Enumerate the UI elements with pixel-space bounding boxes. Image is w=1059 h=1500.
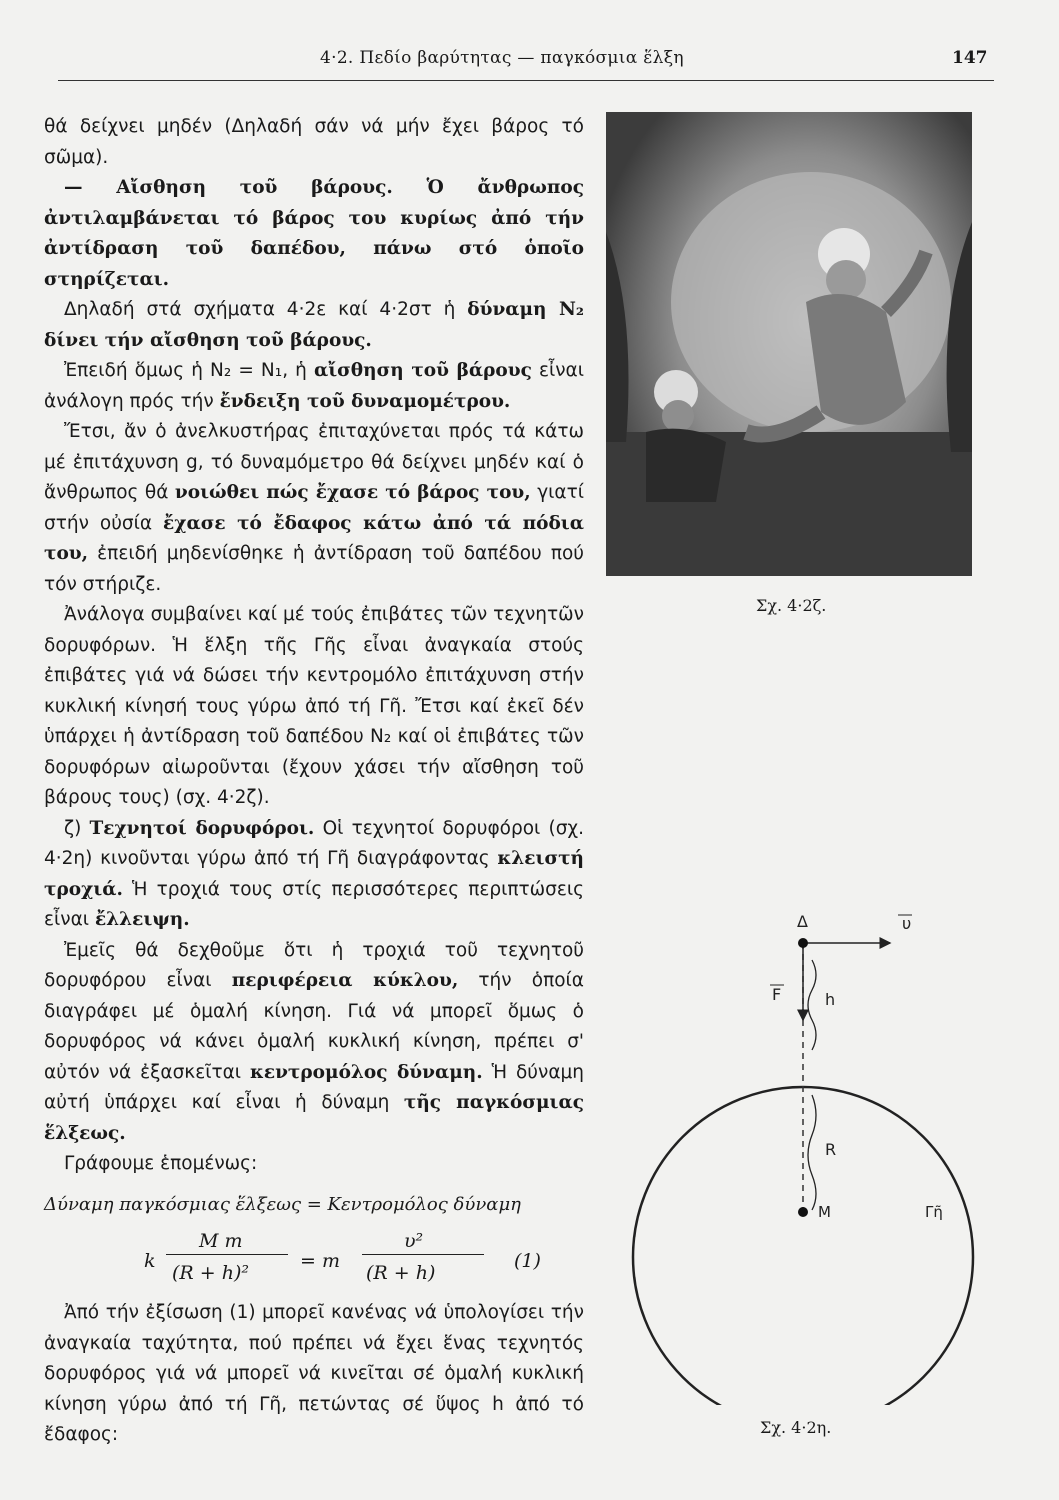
text-span: Ἔτσι, ἄν ὁ ἀνελκυστήρας ἐπιταχύνεται πρός τά κάτω μέ ἐπιτάχυνση g, τό δυναμόμετρο θά δείχνει μηδέν καί ὁ ἄνθρωπος θά xyxy=(44,421,584,503)
formula-equals: = m xyxy=(300,1250,340,1272)
paragraph xyxy=(44,356,584,417)
paragraph-weight-sensation: — Αἴσθηση τοῦ βάρους. Ὁ ἄνθρωπος ἀντιλαμβάνεται τό βάρος του κυρίως ἀπό τήν ἀντίδραση τοῦ δαπέδου, πάνω στό ὁποῖο στηρίζεται. xyxy=(44,177,584,290)
page-number: 147 xyxy=(952,48,988,68)
satellite-orbit-diagram xyxy=(620,905,1000,1405)
weightless-photo xyxy=(606,112,972,576)
label-h: h xyxy=(825,990,836,1009)
text-span: Δηλαδή στά σχήματα 4·2ε καί 4·2στ ἡ xyxy=(64,299,468,320)
formula-denominator-1: (R + h)² xyxy=(172,1262,249,1284)
label-R: R xyxy=(825,1140,837,1159)
paragraph: Ἀνάλογα συμβαίνει καί μέ τούς ἐπιβάτες τῶν τεχνητῶν δορυφόρων. Ἡ ἕλξη τῆς Γῆς εἶναι ἀναγκαία στούς ἐπιβάτες γιά νά δώσει τήν κεντρομόλο ἐπιτάχυνση στήν κυκλική κίνησή τους γύρω ἀπό τή Γῆ. Ἔτσι καί ἐκεῖ δέν ὑπάρχει ἡ ἀντίδραση τοῦ δαπέδου N₂ καί οἱ ἐπιβάτες τῶν δορυφόρων αἰωροῦνται (ἔχουν χάσει τήν αἴσθηση τοῦ βάρους τους) (σχ. 4·2ζ). xyxy=(44,604,584,808)
satellite-point xyxy=(798,938,808,948)
fraction-bar xyxy=(362,1254,484,1255)
text-span: Ἡ τροχιά τους στίς περισσότερες περιπτώσεις εἶναι xyxy=(44,878,584,930)
equation-label: (1) xyxy=(514,1250,541,1272)
photo-caption: Σχ. 4·2ζ. xyxy=(756,596,827,615)
paragraph: θά δείχνει μηδέν (Δηλαδή σάν νά μήν ἔχει βάρος τό σῶμα). xyxy=(44,116,584,168)
paragraph xyxy=(44,295,584,356)
text-span: εἶναι ἀνάλογη πρός τήν xyxy=(44,360,584,412)
equation-1 xyxy=(44,1226,584,1288)
text-span: Ἐμεῖς θά δεχθοῦμε ὅτι ἡ τροχιά τοῦ τεχνητοῦ δορυφόρου εἶναι xyxy=(44,939,584,991)
paragraph: Ἀπό τήν ἐξίσωση (1) μπορεῖ κανένας νά ὑπολογίσει τήν ἀναγκαία ταχύτητα, πού πρέπει νά ἔχει ἕνας τεχνητός δορυφόρος γιά νά μπορεῖ νά κινεῖται σέ ὁμαλή κυκλική κίνηση γύρω ἀπό τή Γῆ, πετώντας σέ ὕψος h ἀπό τό ἔδαφος: xyxy=(44,1302,584,1445)
equation-words: Δύναμη παγκόσμιας ἕλξεως = Κεντρομόλος δύναμη xyxy=(44,1193,521,1215)
paragraph: Γράφουμε ἑπομένως: xyxy=(64,1153,258,1174)
label-F: F xyxy=(772,985,782,1004)
label-v: υ xyxy=(902,914,912,933)
bold-span: νοιώθει πώς ἔχασε τό βάρος του, xyxy=(174,482,531,503)
bold-span: αἴσθηση τοῦ βάρους xyxy=(313,360,532,381)
text-span: τήν ὁποία διαγράφει μέ ὁμαλή κίνηση. Γιά νά μπορεῖ ὅμως ὁ δορυφόρος νά κάνει ὁμαλή κυκλική κίνηση, πρέπει σ' αὐτόν νά ἐξασκεῖται xyxy=(44,970,584,1083)
formula-numerator-1: M m xyxy=(199,1230,243,1252)
paragraph-satellites xyxy=(44,814,584,936)
bold-span: τῆς παγκόσμιας ἕλξεως. xyxy=(44,1092,584,1144)
main-text-column xyxy=(44,112,584,1451)
fraction-bar xyxy=(166,1254,288,1255)
text-span: ἐπειδή μηδενίσθηκε ἡ ἀντίδραση τοῦ δαπέδου πού τόν στήριζε. xyxy=(44,543,584,595)
bold-span: περιφέρεια κύκλου, xyxy=(231,970,459,991)
bold-span: ἔχασε τό ἔδαφος κάτω ἀπό τά πόδια του, xyxy=(44,512,584,564)
label-delta: Δ xyxy=(797,912,808,931)
photo-illustration xyxy=(606,112,972,576)
paragraph xyxy=(44,417,584,600)
orbit-svg xyxy=(620,905,1000,1405)
bold-span: δύναμη N₂ δίνει τήν αἴσθηση τοῦ βάρους. xyxy=(44,299,584,351)
text-span: γιατί στήν οὐσία xyxy=(44,482,584,534)
formula-k: k xyxy=(144,1250,156,1272)
height-brace xyxy=(808,960,816,1050)
bold-span: ἔνδειξη τοῦ δυναμομέτρου. xyxy=(219,390,511,412)
label-M: M xyxy=(818,1203,831,1221)
label-earth: Γῆ xyxy=(925,1203,943,1221)
bold-span: Τεχνητοί δορυφόροι. xyxy=(89,817,315,839)
page-header xyxy=(0,48,1059,78)
paragraph xyxy=(44,936,584,1150)
text-span: Ἐπειδή ὅμως ἡ N₂ = N₁, ἡ xyxy=(64,360,314,381)
header-rule xyxy=(58,80,994,81)
diagram-caption: Σχ. 4·2η. xyxy=(760,1418,832,1437)
formula-numerator-2: υ² xyxy=(404,1230,424,1252)
bold-span: ἔλλειψη. xyxy=(94,909,190,930)
earth-center-point xyxy=(798,1207,808,1217)
bold-span: κλειστή τροχιά. xyxy=(44,848,584,900)
bold-span: κεντρομόλος δύναμη. xyxy=(249,1061,483,1083)
text-span: ζ) xyxy=(64,817,90,839)
text-span: Ἡ δύναμη αὐτή ὑπάρχει καί εἶναι ἡ δύναμη xyxy=(44,1061,585,1113)
running-title: 4·2. Πεδίο βαρύτητας — παγκόσμια ἕλξη xyxy=(320,48,684,68)
text-span: Οἱ τεχνητοί δορυφόροι (σχ. 4·2η) κινοῦνται γύρω ἀπό τή Γῆ διαγράφοντας xyxy=(44,817,584,869)
radius-brace xyxy=(808,1095,816,1210)
formula-denominator-2: (R + h) xyxy=(366,1262,436,1284)
